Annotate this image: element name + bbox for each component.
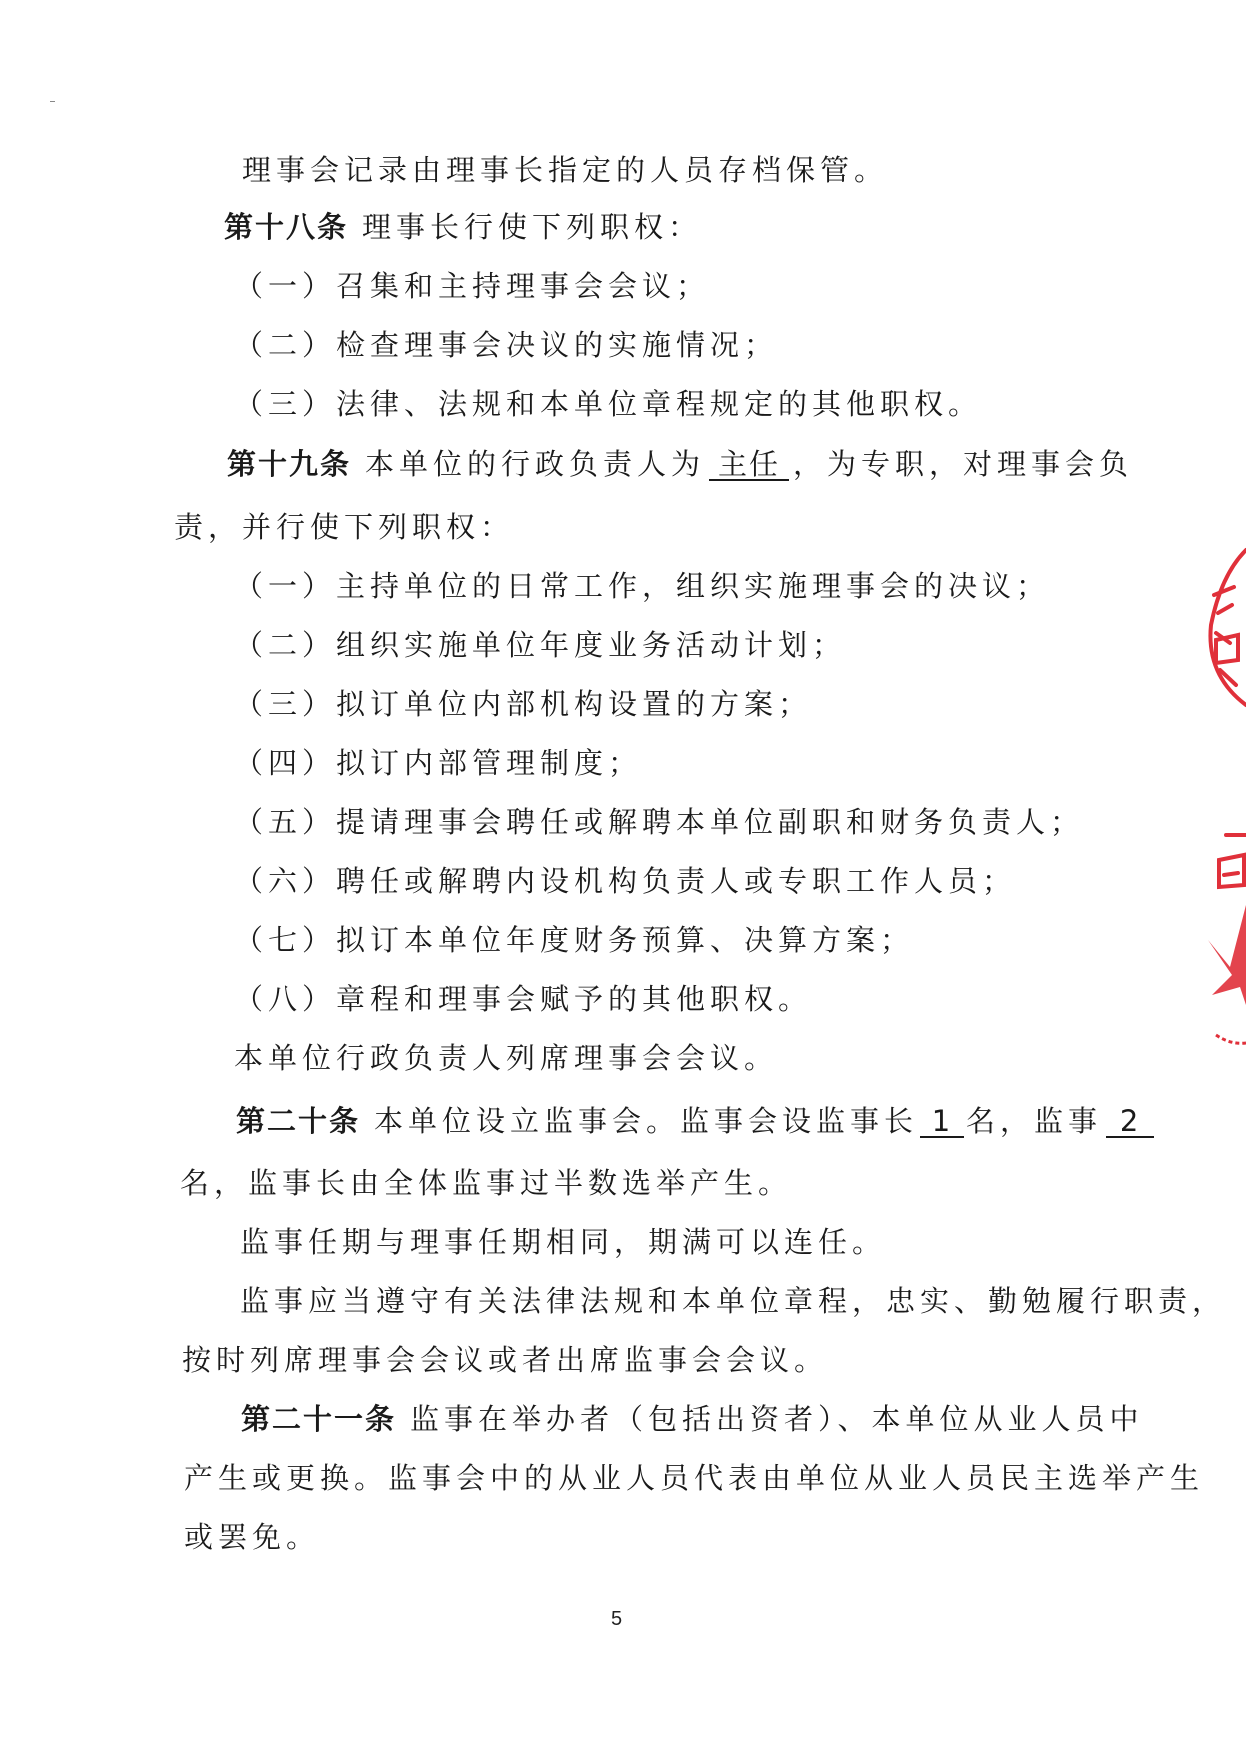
article-19-heading: 第十九条 本单位的行政负责人为 主任 ，为专职，对理事会负 bbox=[227, 447, 1134, 481]
seal-rim bbox=[1216, 1035, 1246, 1043]
seal-stamp-fragment bbox=[1210, 550, 1246, 887]
body-line: 产生或更换。监事会中的从业人员代表由单位从业人员民主选举产生 bbox=[184, 1461, 1205, 1495]
list-item: （一）主持单位的日常工作，组织实施理事会的决议； bbox=[234, 569, 1051, 603]
list-item: （七）拟订本单位年度财务预算、决算方案； bbox=[234, 923, 915, 957]
list-item: （一）召集和主持理事会会议； bbox=[234, 269, 711, 303]
article-label: 第二十条 bbox=[236, 1104, 361, 1138]
list-item: （四）拟订内部管理制度； bbox=[234, 746, 643, 780]
article-label: 第十八条 bbox=[224, 210, 349, 244]
body-line: 按时列席理事会会议或者出席监事会会议。 bbox=[182, 1343, 829, 1377]
body-line: 监事应当遵守有关法律法规和本单位章程，忠实、勤勉履行职责， bbox=[240, 1284, 1227, 1318]
body-line: 理事会记录由理事长指定的人员存档保管。 bbox=[242, 153, 889, 187]
article-20-heading: 第二十条 本单位设立监事会。监事会设监事长 1 名，监事 2 bbox=[236, 1101, 1154, 1141]
list-item: （三）法律、法规和本单位章程规定的其他职权。 bbox=[234, 387, 983, 421]
star-mark bbox=[1208, 905, 1246, 1005]
list-item: （六）聘任或解聘内设机构负责人或专职工作人员； bbox=[234, 864, 1017, 898]
article-label: 第十九条 bbox=[227, 447, 352, 481]
list-item: （二）组织实施单位年度业务活动计划； bbox=[234, 628, 847, 662]
body-line: 名，监事长由全体监事过半数选举产生。 bbox=[180, 1166, 793, 1200]
list-item: （二）检查理事会决议的实施情况； bbox=[234, 328, 779, 362]
list-item: （三）拟订单位内部机构设置的方案； bbox=[234, 687, 813, 721]
scan-mark bbox=[50, 101, 55, 102]
seal-stamp-icon bbox=[1186, 535, 1246, 1095]
filled-blank: 1 bbox=[920, 1106, 964, 1138]
article-18-heading: 第十八条 理事长行使下列职权： bbox=[224, 210, 703, 244]
page-number: 5 bbox=[611, 1608, 623, 1630]
list-item: （八）章程和理事会赋予的其他职权。 bbox=[234, 982, 813, 1016]
filled-blank: 2 bbox=[1106, 1106, 1154, 1138]
article-label: 第二十一条 bbox=[241, 1402, 397, 1436]
body-line: 本单位行政负责人列席理事会会议。 bbox=[234, 1041, 779, 1075]
body-line: 监事任期与理事任期相同，期满可以连任。 bbox=[240, 1225, 887, 1259]
body-line: 责，并行使下列职权： bbox=[174, 510, 515, 544]
article-21-heading: 第二十一条 监事在举办者（包括出资者）、本单位从业人员中 bbox=[241, 1402, 1144, 1436]
list-item: （五）提请理事会聘任或解聘本单位副职和财务负责人； bbox=[234, 805, 1085, 839]
filled-blank: 主任 bbox=[709, 449, 789, 481]
body-line: 或罢免。 bbox=[184, 1520, 321, 1554]
